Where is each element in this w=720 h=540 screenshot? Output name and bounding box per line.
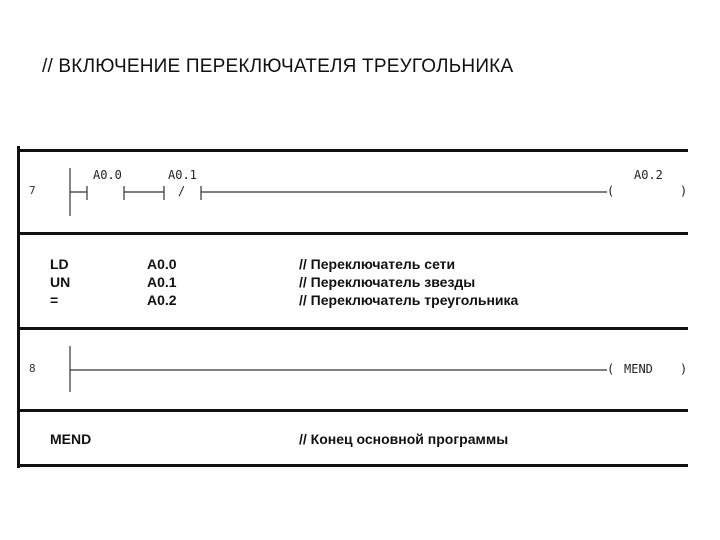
stl-comment: // Переключатель звезды	[299, 274, 476, 290]
stl-op: LD	[50, 256, 69, 272]
stl-row-mend	[50, 431, 690, 449]
coil-a02-label: A0.2	[634, 168, 663, 182]
stl-op: =	[50, 292, 59, 308]
coil-a02-close: )	[680, 184, 688, 198]
coil-mend-label: MEND	[624, 362, 653, 376]
network-8-number: 8	[29, 362, 36, 375]
coil-a02-open: (	[607, 184, 615, 198]
contact-a01-label: A0.1	[168, 168, 197, 182]
stl-comment: // Переключатель треугольника	[299, 292, 519, 308]
stl-row-2	[50, 274, 690, 292]
stl-address: A0.1	[147, 274, 177, 290]
stl-row-3	[50, 292, 690, 310]
stl-address: A0.0	[147, 256, 177, 272]
stl-op: MEND	[50, 431, 92, 447]
ladder-frame	[17, 146, 688, 468]
stl-comment: // Переключатель сети	[299, 256, 456, 272]
stl-address: A0.2	[147, 292, 177, 308]
coil-mend-open: (	[607, 362, 615, 376]
contact-a00-label: A0.0	[93, 168, 122, 182]
page-title: // ВКЛЮЧЕНИЕ ПЕРЕКЛЮЧАТЕЛЯ ТРЕУГОЛЬНИКА	[42, 56, 514, 77]
stl-comment: // Конец основной программы	[299, 431, 509, 447]
contact-a01-nc-symbol: /	[178, 184, 186, 198]
stl-row-1	[50, 256, 690, 274]
coil-mend-close: )	[680, 362, 688, 376]
network-7-number: 7	[29, 184, 36, 197]
stl-op: UN	[50, 274, 71, 290]
